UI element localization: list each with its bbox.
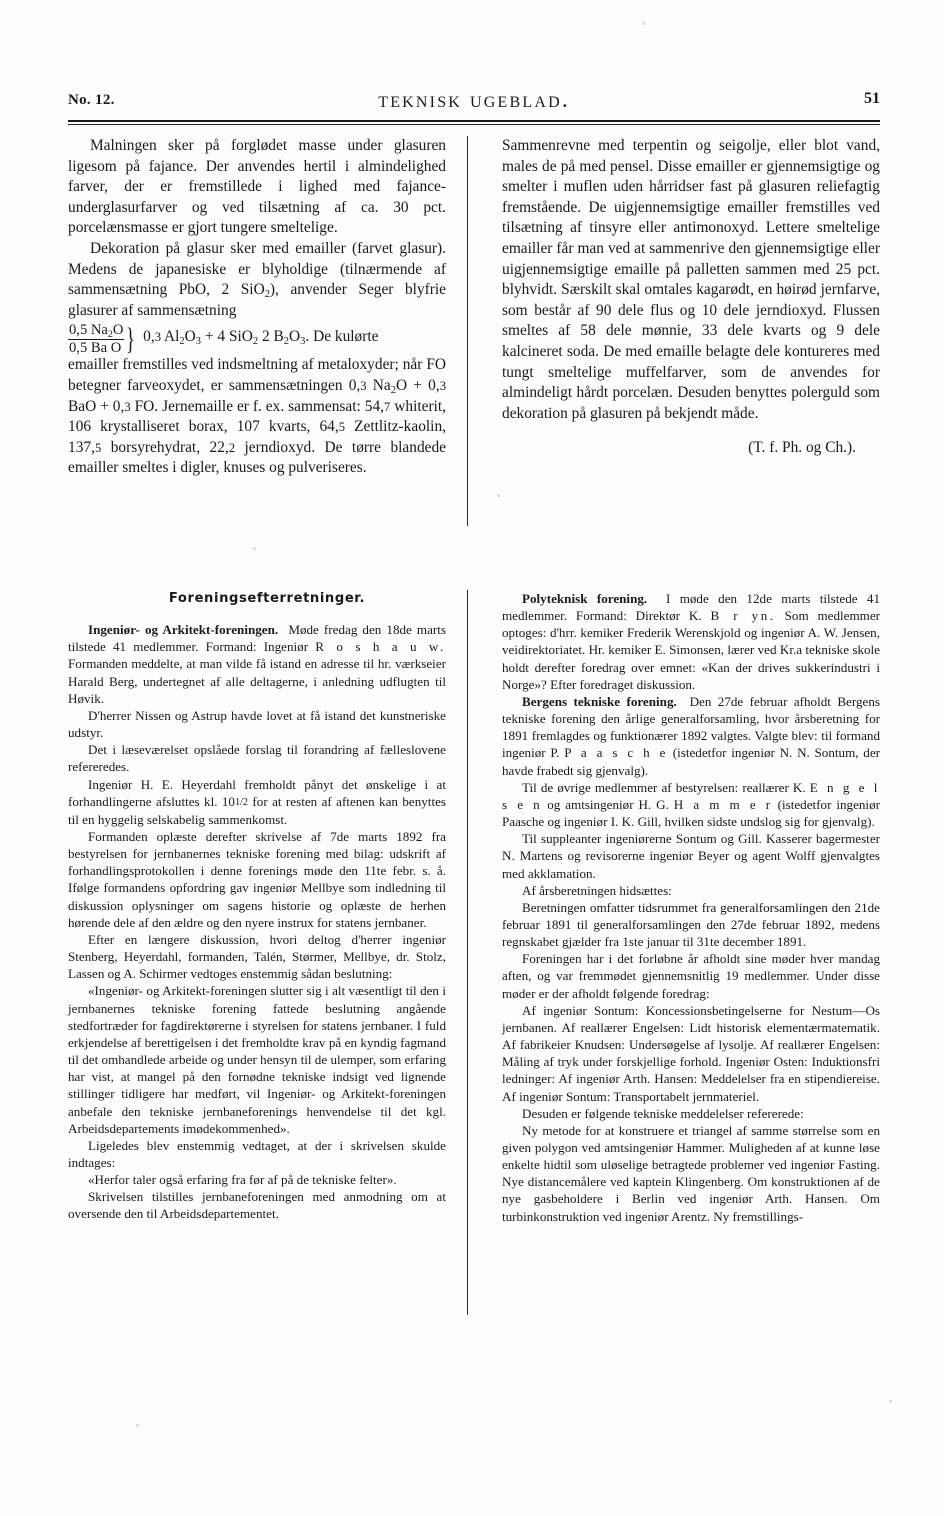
- journal-title: teknisk ugeblad.: [378, 87, 570, 112]
- paragraph: Sammenrevne med terpentin og seigolje, eller blot vand, males de på med pensel. Disse emailler er gjennemsigtige og smelter i muflen uden hårridser fast på glasuren reliefagtig fremstående. De uigjennemsigtige emailler fremstilles ved tilsætning af tinsyre eller antimonoxyd. Lettere smeltelige emailler får man ved at sammenrive den gjennemsigtige eller uigjennemsigtige emaille på palletten sammen med 25 pct. blyhvidt. Særskilt skal omtales kagarødt, en høirød jernfarve, som består af 90 dele flus og 10 dele jerndioxyd. Flussen smeltes af 58 dele mønnie, 33 dele kvarts og 9 dele kalcineret soda. De med emaille belagte dele kontureres med tungt smeltelige muffelfarver, som de anvendes for almindeligt hårdt porcelæn. Desuden benyttes polerguld som dekoration på glasuren på bekjendt måde.: [502, 137, 880, 422]
- paragraph: Det i læseværelset opslåede forslag til forandring af fælleslovene refereredes.: [68, 742, 446, 775]
- society-name: Ingeniør- og Arkitekt-foreningen.: [88, 622, 279, 638]
- section-heading: Foreningsefterretninger.: [168, 591, 366, 606]
- column-divider-top: [467, 136, 468, 526]
- header-rule: [68, 120, 880, 122]
- issue-number: No. 12.: [68, 92, 115, 108]
- paragraph: Ingeniør H. E. Heyerdahl fremholdt pånyt det ønskelige i at forhandlingerne afsluttes kl. $10^{1/2}$ for at resten af aftenen kan benyttes til en hyggelig selskabelig sammenkomst.: [68, 776, 446, 827]
- scan-speck: [136, 1424, 139, 1427]
- paragraph: Bergens tekniske forening. Den 27de februar afholdt Bergens tekniske forening den årlige generalforsamling, hvor årsberetning for 1891 fremlagdes og funktionærer 1892 valgtes. Valgte blev: til formand ingeniør P. P a a s c h e (istedetfor ingeniør N. N. Sontum, der havde frabedt sig gjenvalg).: [502, 693, 880, 778]
- paragraph: Polyteknisk forening. I møde den 12de marts tilstede 41 medlemmer. Formand: Direktør K. B r yn. Som medlemmer optoges: d'hrr. kemiker Frederik Werenskjold og ingeniør A. W. Jensen, veidirektoriatet. Hr. kemiker E. Simonsen, lærer ved Kr.a tekniske skole holdt derefter foredrag over emnet: «Kan der drives sukkerindustri i Norge»? Efter foredraget diskussion.: [502, 591, 881, 692]
- scan-speck: [889, 1400, 892, 1403]
- fraction-half: 1/2: [234, 796, 249, 808]
- news-right-column: [502, 590, 880, 1225]
- column-divider-bottom: [467, 590, 468, 1315]
- page-number: 51: [864, 90, 880, 107]
- source-credit: (T. f. Ph. og Ch.).: [748, 439, 856, 457]
- paragraph: Ligeledes blev enstemmig vedtaget, at der i skrivelsen skulde indtages:: [68, 1137, 446, 1170]
- spaced-name: P a a s c h e: [564, 745, 669, 761]
- formula-denominator: 0,5 Ba O: [69, 339, 122, 356]
- paragraph: Malningen sker på forglødet masse under glasuren ligesom på fajance. Der anvendes hertil i almindelighed farver, der er fremstillede i lighed med fajance-underglasurfarver og ved tilsætning af ca. 30 pct. porcelænsmasse er gjort tungere smeltelige.: [68, 137, 446, 237]
- spaced-name: H a m m e r: [673, 796, 773, 812]
- subscript: 2: [107, 329, 113, 341]
- scan-speck: [253, 547, 256, 550]
- formula-numerator: 0,5 $Na_2O$: [69, 322, 124, 341]
- paragraph: Ingeniør- og Arkitekt-foreningen. Møde fredag den 18de marts tilstede 41 medlemmer. Formand: Ingeniør R o s h a u w. Formanden meddelte, at man vilde få istand en adresse til hr. værkseier Harald Berg, undertegnet af alle deltagerne, i anledning udflugten til Høvik.: [68, 622, 447, 706]
- subscript: 3: [195, 335, 202, 347]
- subscript: 2: [264, 289, 270, 301]
- news-left-column: [68, 590, 446, 1223]
- paragraph: Formanden oplæste derefter skrivelse af 7de marts 1892 fra bestyrelsen for jernbanernes tekniske forening med bilag: udskrift af forhandlingsprotokollen i denne forenings møde den 11te febr. s. å. Ifølge formandens opfordring gav ingeniør Mellbye som indledning til diskussion oplysninger om sagens historie og oplæste de herhen hørende dele af den ældre og den nyere instrux for statens jernbaner.: [68, 829, 446, 930]
- paragraph: Desuden er følgende tekniske meddelelser refererede:: [522, 1105, 804, 1121]
- spaced-name: E n g e l s e n: [502, 779, 880, 812]
- paragraph: D'herrer Nissen og Astrup havde lovet at få istand det kunstneriske udstyr.: [68, 707, 446, 741]
- paragraph: Ny metode for at konstruere et triangel af samme størrelse som en given polygon ved amtsingeniør Hammer. Muligheden af at kunne løse enkelte hidtil som uløselige betragtede problemer ved ingeniør Fasting. Nye distancemålere ved kaptein Klingenberg. Om konstruktionen af de nye gasbeholdere i Berlin ved ingeniør Arth. Hansen. Om turbinkonstruktion ved ingeniør Arentz. Ny fremstillings-: [502, 1122, 880, 1224]
- page-header: [68, 84, 880, 124]
- subscript: 2: [252, 335, 259, 347]
- paragraph: Efter en længere diskussion, hvori deltog d'herrer ingeniør Stenberg, Heyerdahl, formanden, Talén, Størmer, Mellbye, dr. Stolz, Lassen og A. Schirmer vedtoges enstemmig sådan beslutning:: [68, 931, 446, 982]
- society-name: Polyteknisk forening.: [522, 591, 648, 606]
- paragraph: Foreningen har i det forløbne år afholdt sine møder hver mandag aften, og var fremmødet gjennemsnitlig 19 medlemmer. Under disse møder er der afholdt følgende foredrag:: [502, 951, 880, 1001]
- paragraph: Af årsberetningen hidsættes:: [522, 882, 672, 898]
- formula-fraction: [68, 322, 124, 356]
- paragraph: Af ingeniør Sontum: Koncessionsbetingelserne for Nestum—Os jernbanen. Af reallærer Engelsen: Lidt historisk elementærmatematik. Af fabrikeier Knudsen: Undersøgelse af lysolje. Af reallærer Engelsen: Måling af tryk under forskjellige forhold. Ingeniør Osten: Induktionsfri ledninger: Af ingeniør Arth. Hansen: Meddelelser fra en stipendiereise. Af ingeniør Sontum: Transportabelt jernmateriel.: [502, 1002, 880, 1104]
- formula-tail: 0,3 $Al_2O_3 + 4$ SiO$_2$ 2 $B_2O_3$. De kulørte: [143, 328, 379, 347]
- paragraph: «Ingeniør- og Arkitekt-foreningen slutter sig i alt væsentligt til den i jernbanernes tekniske forening fattede beslutning angående stedfortræder for fagdirektørerne i styrelsen for statens jernbaner. I fuld erkjendelse af berettigelsen i det fremholdte krav på en kyndig fagmand til det omhandlede arbeide og under hensyn til de ulemper, som erfaring har vist, at mangel på den fornødne tekniske indsigt ved lignende stillinger tidligere har medført, vil Ingeniør- og Arkitekt-foreningen anbefale den tekniske jernbaneforenings henvendelse til det kgl. Arbeidsdepartements imødekommenhed».: [68, 983, 446, 1136]
- article-right-column: [502, 136, 880, 459]
- spaced-name: R o s h a u w.: [315, 639, 447, 655]
- society-name: Bergens tekniske forening.: [522, 693, 677, 709]
- paragraph-text-cont: ), anvender Seger blyfrie glasurer af sammensætning: [68, 281, 446, 319]
- spaced-name: B r yn.: [710, 608, 776, 624]
- subscript: 2: [390, 384, 396, 396]
- scan-speck: [642, 22, 645, 25]
- paragraph: Skrivelsen tilstilles jernbaneforeningen med anmodning om at oversende den til Arbeidsdepartementet.: [68, 1189, 446, 1222]
- paragraph-text: Dekoration på glasur sker med emailler (farvet glasur). Medens de japanesiske er blyholdige (tilnærmende af sammensætning PbO, 2 SiO: [68, 239, 446, 299]
- article-left-column: [68, 136, 446, 479]
- subscript: 2: [283, 335, 290, 347]
- subscript: 2: [179, 335, 185, 347]
- paragraph: Beretningen omfatter tidsrummet fra generalforsamlingen den 21de februar 1891 til generalforsamlingen den 27de februar 1892, medens regnskabet gjælder fra 1ste januar til 31te december 1891.: [502, 899, 880, 950]
- scan-speck: [497, 494, 500, 497]
- paragraph: Til suppleanter ingeniørerne Sontum og Gill. Kasserer bagermester N. Martens og revisorerne ingeniør Beyer og agent Wolff gjenvalgtes med akklamation.: [502, 831, 880, 881]
- subscript: 3: [300, 335, 306, 347]
- paragraph: [68, 239, 446, 321]
- paragraph: Til de øvrige medlemmer af bestyrelsen: reallærer K. E n g e l s e n og amtsingeniør H. G. H a m m e r (istedetfor ingeniør Paasche og ingeniør I. K. Gill, hvilken sidste undslog sig for gjenvalg).: [502, 779, 880, 830]
- paragraph: emailler fremstilles ved indsmeltning af metaloxyder; når FO betegner farveoxydet, er sammensætningen 0,3 $Na_2O + 0,3$ BaO + 0,3 FO. Jernemaille er f. ex. sammensat: 54,7 whiterit, 106 krystalliseret borax, 107 kvarts, 64,5 Zettlitz-kaolin, 137,5 borsyrehydrat, 22,2 jerndioxyd. De tørre blandede emailler smeltes i digler, knuses og pulveriseres.: [68, 356, 446, 477]
- chemical-formula-line: $\frac{0,5 Na_2O}{\text{0,5 Ba O}}$ } 0,3 $Al_2O_3 + 4$ SiO$_2$ 2 $B_2O_3$. De kulørte: [69, 321, 379, 357]
- paragraph: «Herfor taler også erfaring fra før af på de tekniske felter».: [88, 1172, 397, 1188]
